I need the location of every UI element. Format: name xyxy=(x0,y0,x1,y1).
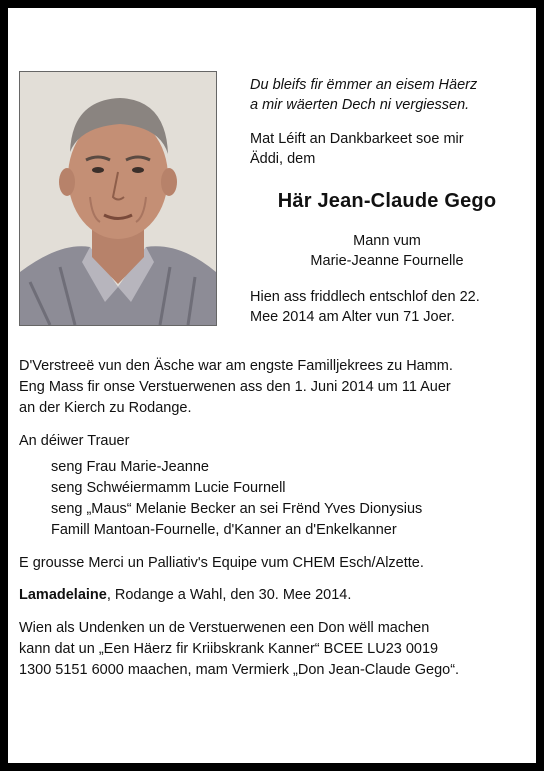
portrait-illustration xyxy=(20,72,216,325)
mourner-item: seng Frau Marie-Jeanne xyxy=(51,459,209,475)
donation-line-1: Wien als Undenken un de Verstuerwenen een Don wëll machen xyxy=(19,620,430,636)
obituary-card xyxy=(8,8,536,763)
mourner-item: seng Schwéiermamm Lucie Fournell xyxy=(51,480,286,496)
death-notice-line-1: Hien ass friddlech entschlof den 22. xyxy=(250,289,480,305)
portrait-photo xyxy=(19,71,217,326)
place-date-line xyxy=(19,585,351,605)
place-name: Lamadelaine xyxy=(19,587,107,603)
relation-line-2: Marie-Jeanne Fournelle xyxy=(310,253,464,269)
verse-line-1: Du bleifs fir ëmmer an eisem Häerz xyxy=(250,77,478,93)
funeral-line-1: D'Verstreeë vun den Äsche war am engste Familljekrees zu Hamm. xyxy=(19,358,453,374)
mourners-heading: An déiwer Trauer xyxy=(19,433,130,449)
funeral-line-2: Eng Mass fir onse Verstuerwenen ass den 1. Juni 2014 um 11 Auer xyxy=(19,379,451,395)
thanks-line: E grousse Merci un Palliativ's Equipe vum CHEM Esch/Alzette. xyxy=(19,555,424,571)
deceased-name: Här Jean-Claude Gego xyxy=(277,190,497,212)
intro-line-2: Äddi, dem xyxy=(250,151,316,167)
donation-line-3: 1300 5151 6000 maachen, mam Vermierk „Don Jean-Claude Gego“. xyxy=(19,662,460,678)
relation-line-1: Mann vum xyxy=(353,233,421,249)
mourner-item: seng „Maus“ Melanie Becker an sei Frënd Yves Dionysius xyxy=(51,501,423,517)
date-text: , Rodange a Wahl, den 30. Mee 2014. xyxy=(106,587,352,603)
funeral-line-3: an der Kierch zu Rodange. xyxy=(19,400,192,416)
verse-line-2: a mir wäerten Dech ni vergiessen. xyxy=(250,97,470,113)
donation-line-2: kann dat un „Een Häerz fir Kriibskrank Kanner“ BCEE LU23 0019 xyxy=(19,641,439,657)
mourner-item: Famill Mantoan-Fournelle, d'Kanner an d'Enkelkanner xyxy=(51,522,397,538)
intro-line-1: Mat Léift an Dankbarkeet soe mir xyxy=(250,131,464,147)
death-notice-line-2: Mee 2014 am Alter vun 71 Joer. xyxy=(250,309,455,325)
